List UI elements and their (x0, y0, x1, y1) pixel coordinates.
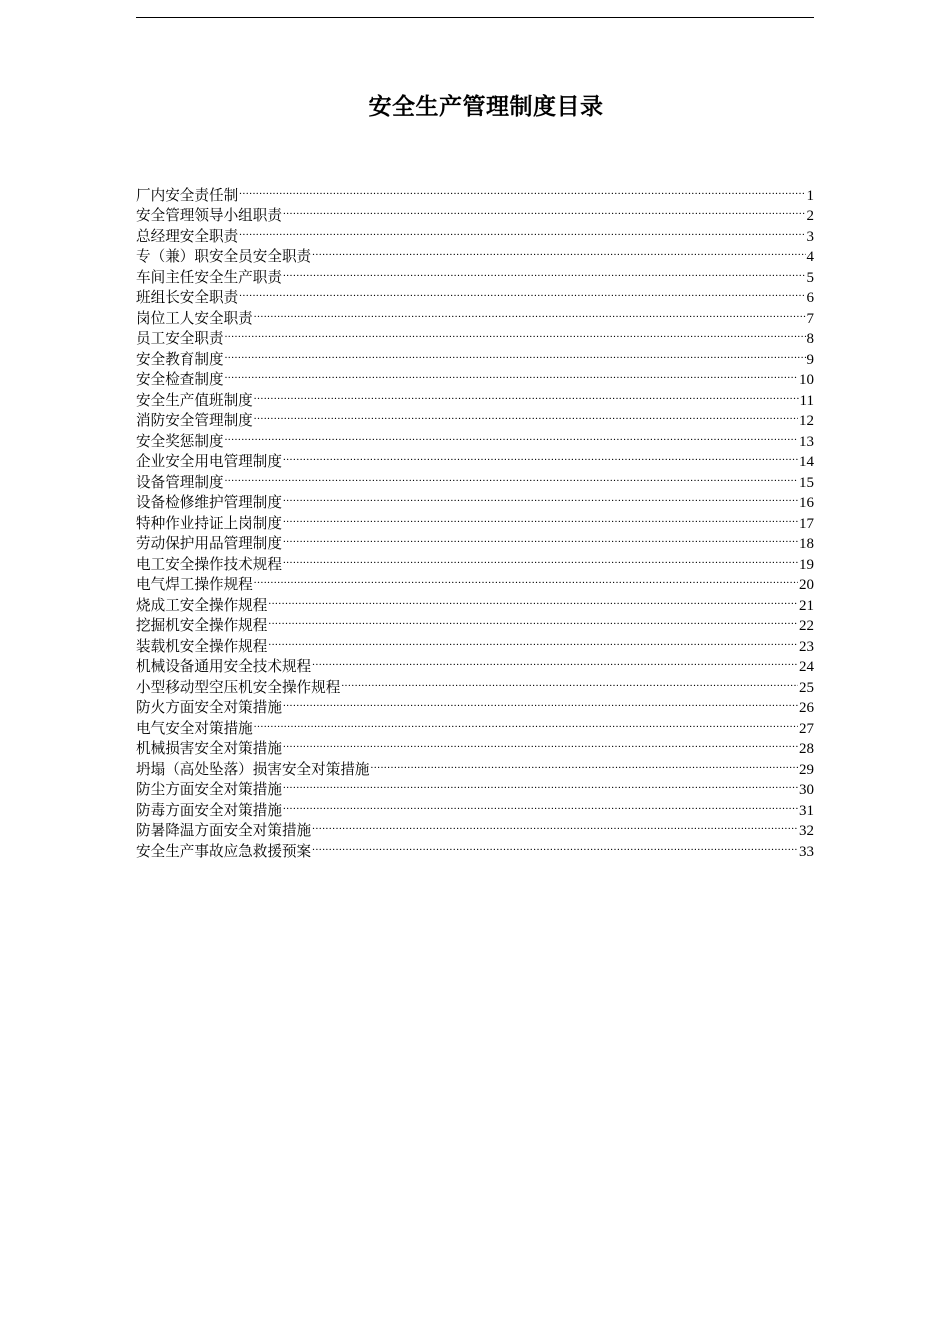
toc-entry-label: 安全管理领导小组职责 (136, 207, 282, 224)
toc-entry-page-number: 25 (799, 679, 814, 696)
toc-entry-label: 设备检修维护管理制度 (136, 494, 282, 511)
toc-entry[interactable] (136, 446, 814, 470)
toc-entry-page-number: 22 (799, 618, 814, 634)
toc-dot-leader (239, 282, 805, 303)
toc-entry-page-number: 32 (799, 823, 814, 839)
toc-dot-leader (254, 569, 798, 590)
toc-dot-leader (283, 794, 798, 815)
toc-dot-leader (225, 343, 806, 364)
toc-entry-page-number: 1 (806, 187, 814, 204)
toc-entry-page-number: 5 (806, 269, 814, 286)
toc-entry-page-number: 23 (799, 638, 814, 655)
toc-entry-label: 机械损害安全对策措施 (136, 740, 282, 757)
toc-entry-label: 企业安全用电管理制度 (136, 453, 282, 470)
toc-entry-label: 烧成工安全操作规程 (136, 596, 268, 614)
toc-dot-leader (239, 220, 805, 241)
toc-entry-page-number: 27 (799, 720, 814, 737)
toc-entry-page-number: 2 (806, 208, 814, 224)
toc-entry-page-number: 30 (799, 782, 814, 798)
toc-dot-leader (268, 589, 798, 610)
toc-dot-leader (283, 261, 806, 282)
toc-dot-leader (312, 651, 798, 672)
toc-entry-label: 装载机安全操作规程 (136, 637, 268, 655)
toc-entry-page-number: 10 (799, 372, 814, 388)
toc-entry-page-number: 19 (799, 556, 814, 573)
toc-entry[interactable] (136, 466, 814, 491)
toc-entry-page-number: 8 (806, 331, 814, 347)
toc-entry-page-number: 12 (799, 413, 814, 429)
toc-entry-label: 防尘方面安全对策措施 (136, 781, 282, 798)
toc-dot-leader (283, 200, 806, 221)
table-of-contents (136, 179, 814, 860)
toc-entry-page-number: 28 (799, 741, 814, 757)
toc-entry-label: 安全生产值班制度 (136, 391, 253, 409)
toc-entry-page-number: 3 (806, 228, 814, 245)
toc-dot-leader (254, 405, 798, 426)
toc-entry-label: 劳动保护用品管理制度 (136, 535, 282, 552)
header-rule (136, 17, 814, 18)
toc-entry-page-number: 20 (799, 577, 814, 593)
toc-entry-label: 消防安全管理制度 (136, 412, 253, 429)
toc-dot-leader (341, 671, 798, 692)
toc-entry-page-number: 29 (799, 761, 814, 778)
toc-entry-label: 员工安全职责 (136, 330, 224, 347)
toc-entry[interactable] (136, 487, 814, 511)
toc-entry-label: 电气安全对策措施 (136, 719, 253, 737)
toc-entry-label: 坍塌（高处坠落）损害安全对策措施 (136, 760, 370, 778)
toc-dot-leader (225, 323, 806, 344)
toc-entry-page-number: 4 (806, 249, 814, 265)
toc-dot-leader (283, 507, 798, 528)
toc-entry[interactable] (136, 384, 814, 409)
toc-entry-page-number: 18 (799, 536, 814, 552)
toc-dot-leader (283, 446, 798, 467)
toc-entry-label: 车间主任安全生产职责 (136, 268, 282, 286)
toc-entry-label: 防毒方面安全对策措施 (136, 801, 282, 819)
toc-entry-label: 挖掘机安全操作规程 (136, 617, 268, 634)
toc-dot-leader (254, 712, 798, 733)
toc-dot-leader (283, 528, 798, 549)
toc-dot-leader (268, 610, 798, 631)
toc-entry-page-number: 15 (799, 474, 814, 491)
toc-entry-label: 特种作业持证上岗制度 (136, 514, 282, 532)
toc-dot-leader (283, 548, 798, 569)
toc-entry-label: 机械设备通用安全技术规程 (136, 658, 312, 675)
toc-entry[interactable] (136, 343, 814, 368)
toc-dot-leader (371, 753, 798, 774)
toc-dot-leader (268, 630, 798, 651)
toc-entry-page-number: 33 (799, 843, 814, 860)
toc-entry-label: 专（兼）职安全员安全职责 (136, 248, 312, 265)
toc-entry[interactable] (136, 323, 814, 347)
toc-entry-label: 安全奖惩制度 (136, 432, 224, 450)
toc-entry-label: 电工安全操作技术规程 (136, 555, 282, 573)
toc-entry-page-number: 6 (806, 290, 814, 306)
toc-entry[interactable] (136, 179, 814, 204)
toc-entry[interactable] (136, 425, 814, 450)
toc-dot-leader (312, 815, 798, 836)
toc-entry-page-number: 31 (799, 802, 814, 819)
toc-entry-page-number: 26 (799, 700, 814, 716)
toc-entry-label: 安全检查制度 (136, 371, 224, 388)
page-title: 安全生产管理制度目录 (368, 94, 604, 120)
toc-entry-page-number: 24 (799, 659, 814, 675)
toc-entry-label: 安全教育制度 (136, 350, 224, 368)
toc-dot-leader (312, 835, 798, 856)
toc-dot-leader (239, 179, 805, 200)
toc-dot-leader (283, 692, 798, 713)
toc-entry-page-number: 14 (799, 454, 814, 470)
toc-entry-label: 岗位工人安全职责 (136, 309, 253, 327)
toc-entry-page-number: 13 (799, 433, 814, 450)
toc-entry-label: 设备管理制度 (136, 473, 224, 491)
toc-entry-page-number: 16 (799, 495, 814, 511)
toc-entry[interactable] (136, 364, 814, 388)
toc-dot-leader (283, 733, 798, 754)
toc-dot-leader (283, 487, 798, 508)
toc-entry-page-number: 17 (799, 515, 814, 532)
toc-dot-leader (254, 384, 799, 405)
toc-entry-label: 班组长安全职责 (136, 289, 239, 306)
toc-dot-leader (225, 364, 798, 385)
toc-entry-page-number: 11 (799, 392, 814, 409)
toc-entry-label: 防火方面安全对策措施 (136, 699, 282, 716)
toc-entry-page-number: 21 (799, 597, 814, 614)
toc-entry-label: 电气焊工操作规程 (136, 576, 253, 593)
toc-entry-label: 厂内安全责任制 (136, 186, 239, 204)
toc-dot-leader (254, 302, 806, 323)
toc-entry-page-number: 9 (806, 351, 814, 368)
toc-dot-leader (225, 466, 798, 487)
toc-entry-label: 防暑降温方面安全对策措施 (136, 822, 312, 839)
toc-entry-label: 小型移动型空压机安全操作规程 (136, 678, 341, 696)
toc-entry-page-number: 7 (806, 310, 814, 327)
toc-dot-leader (225, 425, 798, 446)
toc-dot-leader (312, 241, 805, 262)
toc-entry-label: 安全生产事故应急救援预案 (136, 842, 312, 860)
toc-dot-leader (283, 774, 798, 795)
toc-entry-label: 总经理安全职责 (136, 227, 239, 245)
